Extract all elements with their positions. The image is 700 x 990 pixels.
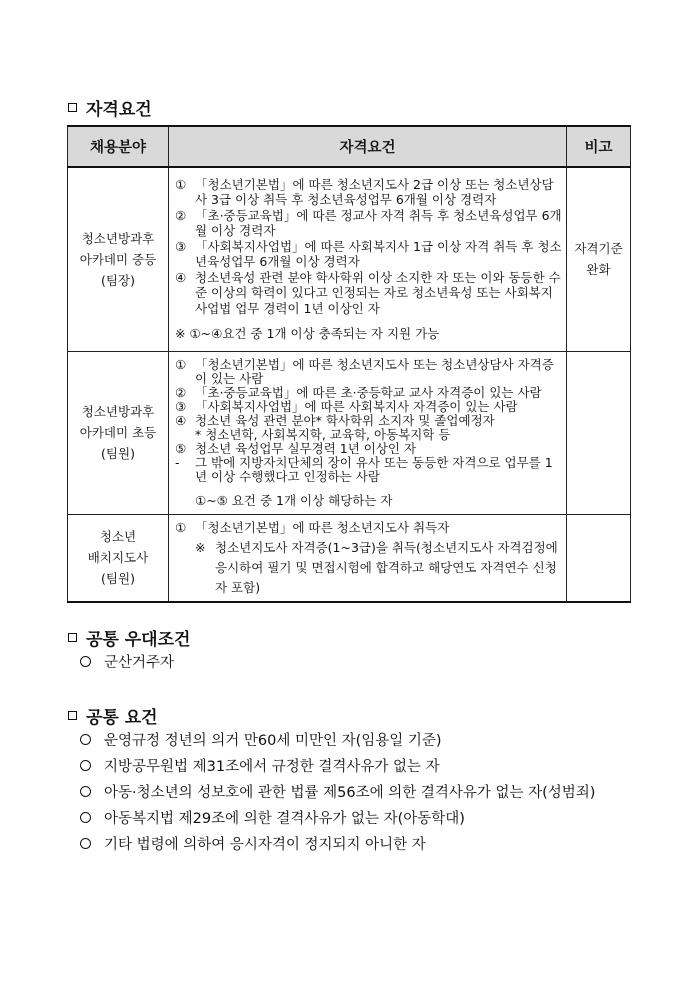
section-title-text: 자격요건 — [86, 100, 152, 120]
circle-bullet-icon — [80, 734, 91, 745]
qualification-cell — [169, 351, 567, 514]
list-item — [80, 752, 595, 778]
section-title-text: 공통 우대조건 — [86, 630, 191, 650]
list-item — [80, 778, 595, 804]
category-cell — [68, 351, 169, 514]
list-item-text: 기타 법령에 의하여 응시자격이 정지되지 아니한 자 — [104, 836, 426, 853]
section-title-text: 공통 요건 — [86, 708, 158, 728]
item-text: 청소년육성 관련 분야 학사학위 이상 소지한 자 또는 이와 동등한 수준 이상의 학력이 있다고 인정되는 자로 청소년육성 또는 사회복지사업법 업무 경력이 1년 이상인 자 — [195, 269, 561, 316]
qualification-item — [175, 456, 562, 484]
qualification-footer: ①~⑤ 요건 중 1개 이상 해당하는 자 — [195, 492, 393, 508]
category-cell — [68, 167, 169, 351]
note-cell — [567, 167, 631, 351]
section-title-common — [68, 703, 158, 728]
category-line: (팀원) — [101, 571, 135, 587]
qualification-subitem — [175, 428, 562, 442]
list-item — [80, 804, 595, 830]
note-line: 완화 — [586, 262, 611, 278]
qualification-item — [175, 400, 562, 414]
table-row — [68, 514, 631, 602]
list-item — [80, 648, 174, 674]
item-text: 청소년지도사 자격증(1~3급)을 취득(청소년지도사 자격검정에 응시하여 필기 및 면접시험에 합격하고 해당연도 자격연수 신청자 포함) — [215, 539, 558, 595]
item-mark: ① — [175, 356, 187, 372]
section-title-qualification — [68, 95, 152, 120]
item-mark: ② — [175, 207, 187, 223]
header-qualification: 자격요건 — [169, 126, 567, 167]
category-line: 청소년 — [99, 529, 137, 545]
square-bullet-icon — [68, 633, 77, 642]
qualification-item — [175, 270, 562, 317]
table-row — [68, 351, 631, 514]
circle-bullet-icon — [80, 812, 91, 823]
category-line: (팀장) — [101, 272, 135, 288]
category-line: 청소년방과후 — [81, 230, 155, 246]
list-item-text: 군산거주자 — [104, 654, 175, 671]
category-line: 아카데미 중등 — [79, 251, 157, 267]
item-mark: ⑤ — [175, 440, 187, 456]
qualification-footer: ※ ①~④요건 중 1개 이상 충족되는 자 지원 가능 — [175, 326, 440, 342]
note-line: 자격기준 — [574, 241, 623, 257]
item-text: 「청소년기본법」에 따른 청소년지도사 2급 이상 또는 청소년상담사 3급 이상 취득 후 청소년육성업무 6개월 이상 경력자 — [195, 176, 554, 208]
item-text: 청소년 육성 관련 분야* 학사학위 소지자 및 졸업예정자 — [195, 412, 495, 428]
circle-bullet-icon — [80, 786, 91, 797]
list-item-text: 운영규정 정년의 의거 만60세 미만인 자(임용일 기준) — [104, 732, 442, 749]
item-text: 「초·중등교육법」에 따른 정교사 자격 취득 후 청소년육성업무 6개월 이상 경력자 — [195, 207, 562, 239]
item-mark: ③ — [175, 238, 187, 254]
item-mark: ① — [175, 519, 187, 535]
item-text: 「사회복지사업법」에 따른 사회복지사 1급 이상 자격 취득 후 청소년육성업무 6개월 이상 경력자 — [195, 238, 562, 270]
preference-list — [80, 648, 174, 674]
common-list — [80, 726, 595, 856]
item-text: 「청소년기본법」에 따른 청소년지도사 또는 청소년상담사 자격증이 있는 사람 — [195, 356, 554, 386]
qualification-cell — [169, 514, 567, 602]
item-mark: ④ — [175, 269, 187, 285]
qualification-item — [175, 442, 562, 456]
category-line: 배치지도사 — [87, 550, 149, 566]
qualification-table — [67, 125, 631, 603]
category-line: 아카데미 초등 — [79, 425, 157, 440]
circle-bullet-icon — [80, 656, 91, 667]
qualification-item — [175, 358, 562, 386]
item-text: 그 밖에 지방자치단체의 장이 유사 또는 동등한 자격으로 업무를 1년 이상 수행했다고 인정하는 사람 — [195, 454, 553, 484]
item-text: 「초·중등교육법」에 따른 초·중등학교 교사 자격증이 있는 사람 — [195, 384, 542, 400]
square-bullet-icon — [68, 103, 77, 112]
qualification-cell — [169, 167, 567, 351]
circle-bullet-icon — [80, 838, 91, 849]
circle-bullet-icon — [80, 760, 91, 771]
item-mark: ④ — [175, 412, 187, 428]
item-mark: ① — [175, 176, 187, 192]
item-text: 청소년 육성업무 실무경력 1년 이상인 자 — [195, 440, 417, 456]
qualification-item — [175, 177, 562, 208]
list-item — [80, 726, 595, 752]
item-mark: - — [175, 454, 180, 470]
category-cell — [68, 514, 169, 602]
item-text: 「청소년기본법」에 따른 청소년지도사 취득자 — [195, 519, 450, 535]
qualification-item — [175, 518, 562, 538]
table-header-row — [68, 126, 631, 167]
qualification-item — [175, 386, 562, 400]
header-note: 비고 — [567, 126, 631, 167]
item-text: 「사회복지사업법」에 따른 사회복지사 자격증이 있는 사람 — [195, 398, 518, 414]
note-cell — [567, 514, 631, 602]
item-mark: ※ — [195, 539, 206, 555]
note-cell — [567, 351, 631, 514]
square-bullet-icon — [68, 711, 77, 720]
list-item-text: 지방공무원법 제31조에서 규정한 결격사유가 없는 자 — [104, 758, 440, 775]
item-mark: ③ — [175, 398, 187, 414]
qualification-item — [175, 414, 562, 428]
item-text: * 청소년학, 사회복지학, 교육학, 아동복지학 등 — [195, 426, 451, 442]
header-field: 채용분야 — [68, 126, 169, 167]
category-line: 청소년방과후 — [81, 404, 155, 419]
qualification-item — [175, 208, 562, 239]
category-line: (팀원) — [101, 446, 135, 461]
qualification-subitem — [195, 538, 562, 598]
section-title-preference — [68, 625, 190, 650]
list-item — [80, 830, 595, 856]
item-mark: ② — [175, 384, 187, 400]
list-item-text: 아동·청소년의 성보호에 관한 법률 제56조에 의한 결격사유가 없는 자(성범죄) — [104, 784, 596, 801]
qualification-item — [175, 239, 562, 270]
table-row — [68, 167, 631, 351]
list-item-text: 아동복지법 제29조에 의한 결격사유가 없는 자(아동학대) — [104, 810, 465, 827]
